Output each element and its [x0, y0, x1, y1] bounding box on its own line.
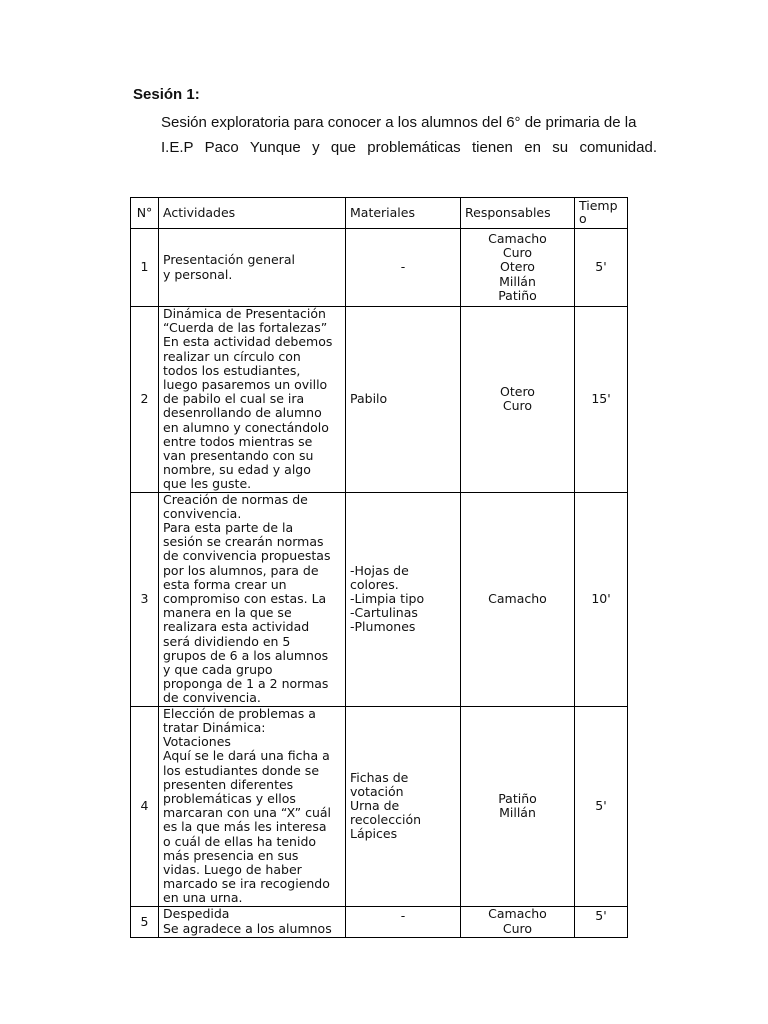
row-responsible: Otero Curo — [461, 307, 575, 493]
row-number: 5 — [131, 906, 159, 937]
row-responsible: Patiño Millán — [461, 706, 575, 906]
row-materials: Fichas de votación Urna de recolección Lápices — [346, 706, 461, 906]
header-responsible: Responsables — [461, 198, 575, 229]
table-row — [131, 307, 628, 493]
row-responsible: Camacho Curo Otero Millán Patiño — [461, 229, 575, 307]
row-responsible: Camacho — [461, 492, 575, 706]
row-activity: Presentación general y personal. — [159, 229, 346, 307]
row-time: 5' — [575, 706, 628, 906]
row-activity: Creación de normas de convivencia. Para esta parte de la sesión se crearán normas de convivencia propuestas por los alumnos, para de esta forma crear un compromiso con estas. La manera en la que se realizara esta actividad será dividiendo en 5 grupos de 6 a los alumnos y que cada grupo proponga de 1 a 2 normas de convivencia. — [159, 492, 346, 706]
row-materials: - — [346, 906, 461, 937]
row-activity: Dinámica de Presentación “Cuerda de las fortalezas” En esta actividad debemos realizar un círculo con todos los estudiantes, luego pasaremos un ovillo de pabilo el cual se ira desenrollando de alumno en alumno y conectándolo entre todos mientras se van presentando con su nombre, su edad y algo que les guste. — [159, 307, 346, 493]
row-number: 1 — [131, 229, 159, 307]
activities-table — [130, 197, 628, 938]
session-description — [161, 110, 657, 160]
row-number: 2 — [131, 307, 159, 493]
row-materials: -Hojas de colores. -Limpia tipo -Cartulinas -Plumones — [346, 492, 461, 706]
header-number: N° — [131, 198, 159, 229]
row-time: 15' — [575, 307, 628, 493]
table-header-row — [131, 198, 628, 229]
session-title: Sesión 1: — [133, 86, 200, 103]
table-row — [131, 229, 628, 307]
header-materials: Materiales — [346, 198, 461, 229]
table-row — [131, 492, 628, 706]
session-description-line-1: Sesión exploratoria para conocer a los alumnos del 6° de primaria de la — [161, 114, 637, 131]
row-responsible: Camacho Curo — [461, 906, 575, 937]
table-row — [131, 706, 628, 906]
row-time: 5' — [575, 229, 628, 307]
row-number: 4 — [131, 706, 159, 906]
session-description-line-2: I.E.P Paco Yunque y que problemáticas tienen en su comunidad. — [161, 139, 657, 156]
header-time: Tiempo — [575, 198, 628, 229]
table-row — [131, 906, 628, 937]
row-materials: - — [346, 229, 461, 307]
row-activity: Despedida Se agradece a los alumnos — [159, 906, 346, 937]
row-time: 5' — [575, 906, 628, 937]
row-activity: Elección de problemas a tratar Dinámica: Votaciones Aquí se le dará una ficha a los estudiantes donde se presenten diferentes problemáticas y ellos marcaran con una “X” cuál es la que más les interesa o cuál de ellas ha tenido más presencia en sus vidas. Luego de haber marcado se ira recogiendo en una urna. — [159, 706, 346, 906]
row-number: 3 — [131, 492, 159, 706]
row-materials: Pabilo — [346, 307, 461, 493]
row-time: 10' — [575, 492, 628, 706]
header-activities: Actividades — [159, 198, 346, 229]
